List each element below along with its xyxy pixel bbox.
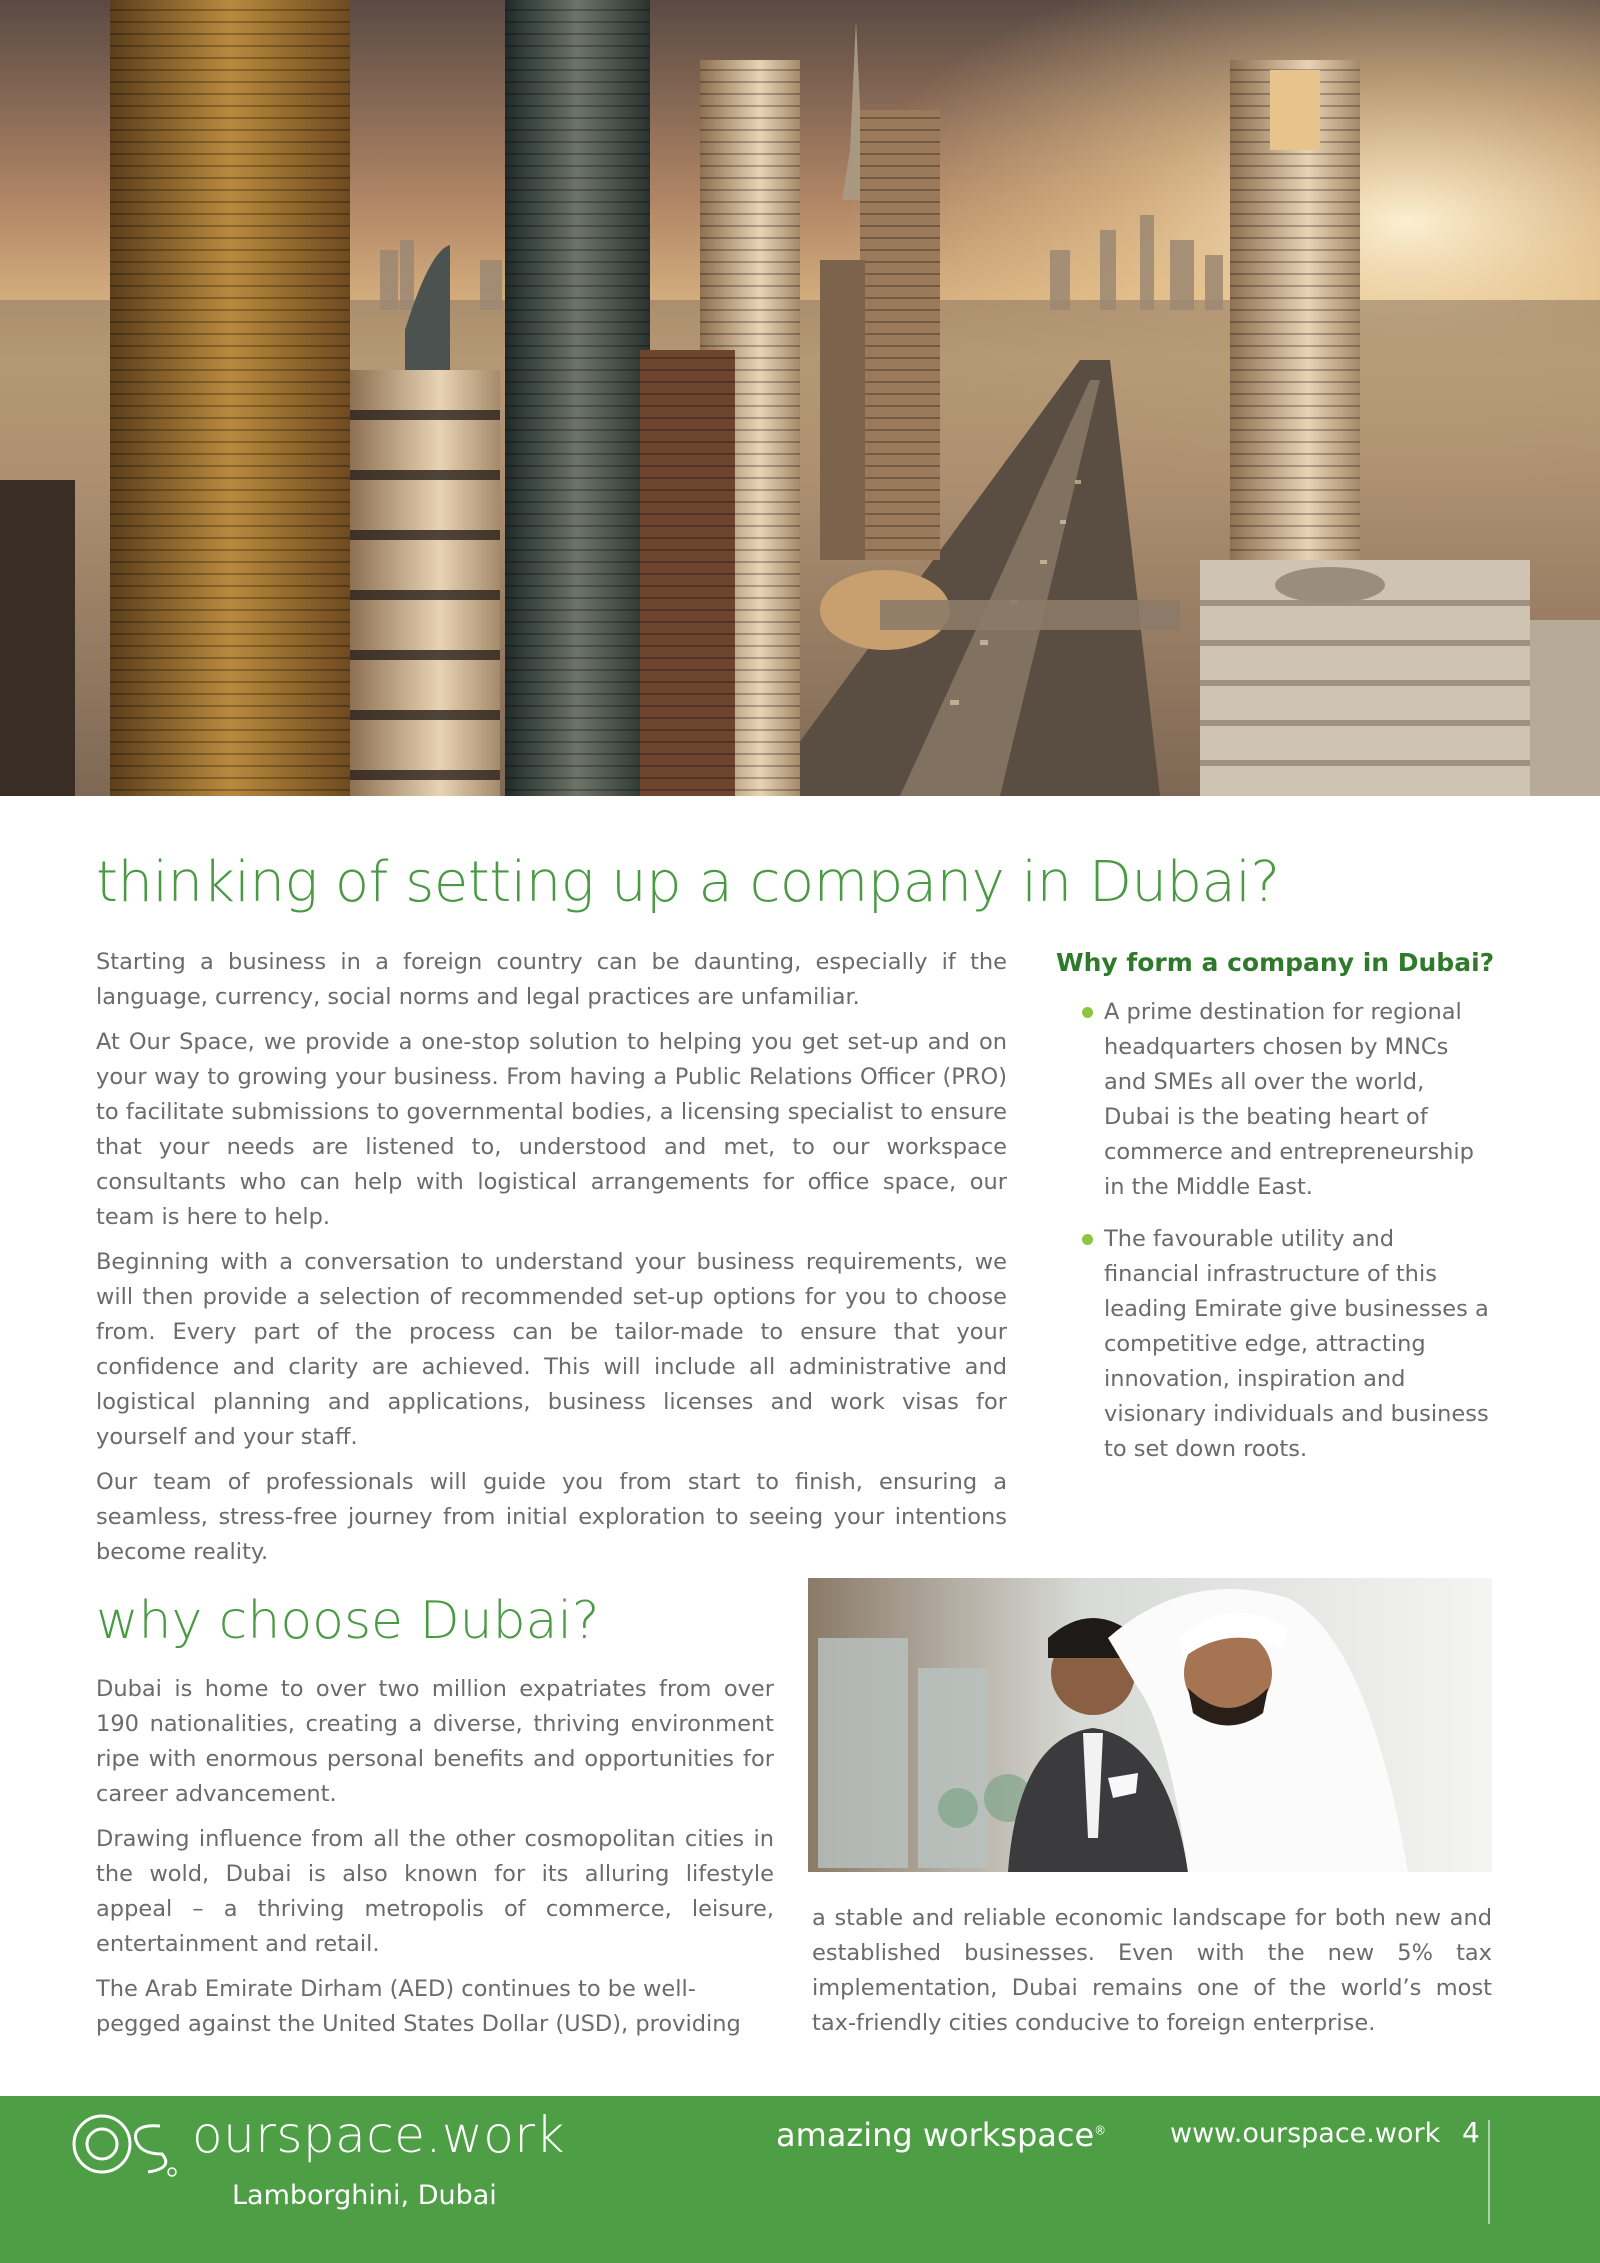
intro-paragraph: At Our Space, we provide a one-stop solution to helping you get set-up and on your way to growing your business. From having a Public Relations Officer (PRO) to facilitate submissions to governmental bodies, a licensing specialist to ensure that your needs are listened to, understood and met, to our workspace consultants who can help with logistical arrangements for office space, our team is here to help.	[96, 1029, 1007, 1230]
os-logo-icon	[70, 2110, 180, 2180]
dubai-skyline-photo	[0, 0, 1600, 796]
why-paragraph: Dubai is home to over two million expatriates from over 190 nationalities, creating a diverse, thriving environment ripe with enormous personal benefits and opportunities for career advancement.	[96, 1676, 774, 1807]
intro-paragraph: Beginning with a conversation to understand your business requirements, we will then provide a selection of recommended set-up options for you to choose from. Every part of the process can be tailor-made to ensure that your confidence and clarity are achieved. This will include all administrative and logistical planning and applications, business licenses and work visas for yourself and your staff.	[96, 1249, 1007, 1450]
tagline	[776, 2116, 1106, 2154]
location-label: Lamborghini, Dubai	[232, 2180, 497, 2211]
footer-divider	[1488, 2120, 1490, 2224]
bullet-icon	[1082, 1234, 1093, 1245]
footer	[0, 2096, 1600, 2263]
intro-paragraph: Starting a business in a foreign country can be daunting, especially if the language, currency, social norms and legal practices are unfamiliar.	[96, 949, 1007, 1010]
intro-paragraph: Our team of professionals will guide you from start to finish, ensuring a seamless, stress-free journey from initial exploration to seeing your intentions become reality.	[96, 1469, 1007, 1565]
why-left-column	[96, 1672, 774, 2052]
hero-image	[0, 0, 1600, 796]
why-paragraph: a stable and reliable economic landscape for both new and established businesses. Even with the new 5% tax implementation, Dubai remains one of the world’s most tax-friendly cities conducive to foreign enterprise.	[812, 1905, 1492, 2036]
why-paragraph: Drawing influence from all the other cosmopolitan cities in the wold, Dubai is also known for its alluring lifestyle appeal – a thriving metropolis of commerce, leisure, entertainment and retail.	[96, 1826, 774, 1957]
why-right-column	[812, 1901, 1492, 2051]
sidebar-list	[1082, 995, 1496, 1467]
list-item	[1082, 995, 1496, 1205]
website-link[interactable]: www.ourspace.work	[1170, 2118, 1441, 2149]
bullet-icon	[1082, 1007, 1093, 1018]
list-item	[1082, 1222, 1496, 1467]
businessmen-photo	[808, 1578, 1492, 1872]
section-title: why choose Dubai?	[96, 1591, 600, 1651]
brand-name: ourspace.work	[192, 2106, 565, 2164]
businessmen-photo-frame	[808, 1578, 1492, 1872]
sidebar-title: Why form a company in Dubai?	[1056, 948, 1495, 977]
tagline-text: amazing workspace	[776, 2116, 1095, 2154]
page-title: thinking of setting up a company in Dubai?	[96, 850, 1280, 915]
registered-mark: ®	[1094, 2123, 1107, 2138]
intro-column	[96, 945, 1007, 1580]
list-item-text: The favourable utility and financial infrastructure of this leading Emirate give businesses a competitive edge, attracting innovation, inspiration and visionary individuals and business to set down roots.	[1104, 1226, 1489, 1462]
sidebar	[1056, 945, 1496, 1484]
list-item-text: A prime destination for regional headquarters chosen by MNCs and SMEs all over the world, Dubai is the beating heart of commerce and entrepreneurship in the Middle East.	[1104, 999, 1474, 1200]
page-number: 4	[1462, 2116, 1480, 2149]
why-paragraph: The Arab Emirate Dirham (AED) continues to be well-pegged against the United States Dollar (USD), providing	[96, 1976, 741, 2037]
